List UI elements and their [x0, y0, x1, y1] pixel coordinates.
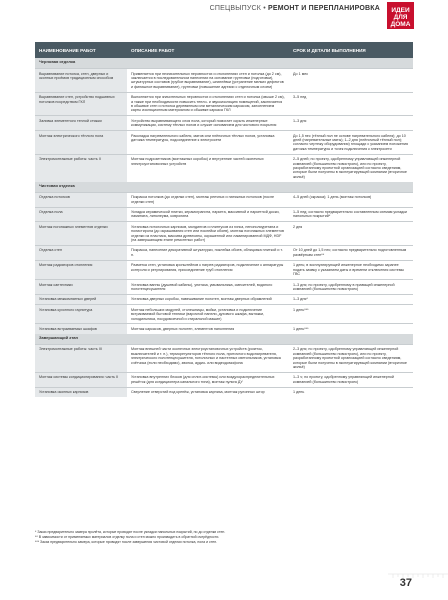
- table-row: [35, 372, 413, 387]
- table-row: [35, 207, 413, 222]
- work-name-cell: Отделка потолков: [35, 192, 127, 207]
- work-description-cell: Монтаж каркасов, дверных полотен, элементов наполнения: [127, 324, 289, 334]
- work-term-cell: 2–5 дней; по проекту, одобренному управляющей инженерной компанией (большинство новостроек), или по проекту, разработанному проектной организацией согласно сведениям, которые были получены в эксплуатирующей компании (вторичное жильё): [289, 154, 413, 182]
- work-description-cell: Устройство выравнивающего слоя пола, который помогает скрыть инженерные коммуникации, систему тёплых полов и служит основанием для чистового покрытия: [127, 116, 289, 131]
- work-description-cell: Установка ванны (душевой кабины), унитаза, умывальника, смесителей, водяного полотенцесушителя: [127, 280, 289, 295]
- logo-line-3: ДОМА: [390, 21, 411, 28]
- work-name-cell: Установка встраиваемых шкафов: [35, 324, 127, 334]
- table-row: [35, 280, 413, 295]
- magazine-logo: [387, 2, 414, 29]
- section-title: Черновая отделка: [35, 58, 413, 69]
- table-section-row: [35, 334, 413, 345]
- footnotes: [35, 530, 405, 545]
- decorative-ruler: [388, 570, 448, 600]
- work-term-cell: 2 дня: [289, 222, 413, 246]
- work-term-cell: 1 день: [289, 387, 413, 397]
- work-description-cell: Монтаж подрозетников (монтажных коробок) и внутренние частей оконечных электроустановочных устройств: [127, 154, 289, 182]
- page-header: [0, 0, 448, 30]
- work-name-cell: Монтаж системы кондиционирования: часть II: [35, 372, 127, 387]
- work-name-cell: Установка кухонного гарнитура: [35, 305, 127, 324]
- work-term-cell: 1–3 дня; по проекту, одобренному в правящей инженерной компанией (большинство новостроек): [289, 280, 413, 295]
- work-name-cell: Электромонтажные работы: часть II: [35, 154, 127, 182]
- column-header-description: ОПИСАНИЕ РАБОТ: [127, 42, 289, 58]
- work-name-cell: Монтаж радиаторов отопления: [35, 260, 127, 279]
- logo-line-1: ИДЕИ: [391, 7, 410, 14]
- work-description-cell: Установка дверных коробок, навешивание полотен, монтаж дверных обрамлений: [127, 294, 289, 304]
- table-body: [35, 58, 413, 397]
- work-name-cell: Отделка пола: [35, 207, 127, 222]
- work-term-cell: 1 день***: [289, 305, 413, 324]
- work-term-cell: 4–5 дней (окраска); 1 день (монтаж потолков): [289, 192, 413, 207]
- work-term-cell: 1–3 ч; по проекту, одобренному управляющей инженерной компанией (большинство новостроек): [289, 372, 413, 387]
- work-term-cell: От 10 дней до 1,5 нес; согласно предварительно подготовленным развёрткам стен**: [289, 245, 413, 260]
- footnote: *** Заказ предварительно замера, которые проводят после завершения чистовой отделки потолка, пола и стен.: [35, 540, 218, 544]
- table-row: [35, 387, 413, 397]
- work-name-cell: Выравнивание потолка, стен, дверных и оконных проёмов традиционным способом: [35, 69, 127, 93]
- table-header-row: [35, 42, 413, 58]
- works-table-container: [35, 42, 408, 397]
- work-description-cell: Сверление отверстий под крепёж, установка карниза, монтаж рулонных штор: [127, 387, 289, 397]
- work-description-cell: Монтаж небольших модулей, столешницы, мойки, установка и подключение встраиваемой бытовой техники (варочной панели, духового шкафа, вытяжки, холодильника, посудомоечной и стиральной машин): [127, 305, 289, 324]
- work-description-cell: Установка внутренних блоков (для сплит-системы) или воздухораспределительных решёток (для кондиционера канального типа), монтаж пульта ДУ: [127, 372, 289, 387]
- work-name-cell: Электромонтажные работы: часть III: [35, 344, 127, 372]
- work-description-cell: Выполняется при значительных неровностях и отклонениях стен и потолка (свыше 2 см), а также при необходимости повысить тепло- и звукоизоляцию помещений, заключается в обшивке стен и потолка деревянным или металлическим каркасом, заполнением карты изоляционным материалом и обшивке каркаса ГКЛ: [127, 92, 289, 116]
- section-title: Чистовая отделка: [35, 182, 413, 193]
- table-row: [35, 245, 413, 260]
- work-description-cell: Установка потолочных карнизов, молдингов и плинтусов из гипса, пенополиуретана и полистирола (до окрашивания стен или поклейки обоев), монтаж погонажных элементов отделки из пластика, массива древесины, окрашенной или ламинированной МДФ, HDF (на завершающем этапе ремонтных работ): [127, 222, 289, 246]
- work-term-cell: 1–3 дня*: [289, 294, 413, 304]
- work-description-cell: Раскладка нагревательного кабеля, матов или плёночных тёплых полов, установка датчика температуры, подсоединение к электросети: [127, 131, 289, 155]
- table-row: [35, 305, 413, 324]
- table-row: [35, 344, 413, 372]
- work-description-cell: Применяется при незначительных неровностях и отклонениях стен и потолка (до 2 см), заключается в последовательном нанесении на основание грунтовки (подготовки), штукатурных составов (грубое выравнивание), шпатлёвки (устранение мелких дефектов и финишное выравнивание), грунтовки (повышение адгезии с отделочным слоем): [127, 69, 289, 93]
- work-description-cell: Монтаж внешней части оконечных электроустановочных устройств (розеток, выключателей и т. п.), терморегуляторов тёплого пола, приточного водонагревателя, электрического полотенцесушителя, потолочных и настенных светильников, установка счётчика (если необходимо), звонка, аудио- или видеодомофона: [127, 344, 289, 372]
- work-name-cell: Установка межкомнатных дверей: [35, 294, 127, 304]
- work-term-cell: 1–3 дня: [289, 116, 413, 131]
- work-name-cell: Заливка элементного теплой стяжки: [35, 116, 127, 131]
- table-section-row: [35, 58, 413, 69]
- table-row: [35, 260, 413, 279]
- work-name-cell: Отделка стен: [35, 245, 127, 260]
- work-description-cell: Разметка стен, установка кронштейнов к нагрев радиаторов, подключение к аппаратуры контроля и регулирования, присоединение труб отопления: [127, 260, 289, 279]
- work-term-cell: До 1 мес: [289, 69, 413, 93]
- work-term-cell: 1 день; в эксплуатирующей инженерное необходимо заранее подать заявку с указанием даты и времени отключения системы ГВС: [289, 260, 413, 279]
- work-term-cell: 1 день***: [289, 324, 413, 334]
- table-row: [35, 324, 413, 334]
- work-description-cell: Покраска потолков (до отделки стен), монтаж реечных и натяжных потолков (после отделки стен): [127, 192, 289, 207]
- work-term-cell: 2–3 дня; по проекту, одобренному управляющей инженерной компанией (большинство новостроек), или по проекту, разработанному проектной организацией согласно сведениям, которые были получены в эксплуатирующей компании (вторичное жильё): [289, 344, 413, 372]
- table-section-row: [35, 182, 413, 193]
- section-title: Завершающий этап: [35, 334, 413, 345]
- work-term-cell: 3–5 нед: [289, 92, 413, 116]
- work-name-cell: Установка оконных карнизов: [35, 387, 127, 397]
- table-row: [35, 92, 413, 116]
- table-row: [35, 131, 413, 155]
- header-section: СПЕЦВЫПУСК: [209, 5, 262, 12]
- work-name-cell: Монтаж электрического тёплого пола: [35, 131, 127, 155]
- page-number: 37: [399, 577, 412, 589]
- work-description-cell: Укладка керамической плитки, керамогранита, паркета, массивной и паркетной доски, ламината, линолеума, ковролина: [127, 207, 289, 222]
- work-term-cell: 1–5 нед; согласно предварительно составленным схемам укладки напольных покрытий*: [289, 207, 413, 222]
- work-name-cell: Монтаж сантехники: [35, 280, 127, 295]
- footnote: ** В зависимости от применяемых материалов отделку пола и стен можно производить в обратной очерёдности.: [35, 535, 220, 539]
- column-header-term: СРОК И ДЕТАЛИ ВЫПОЛНЕНИЯ: [289, 42, 413, 58]
- work-description-cell: Покраска, нанесение декоративной штукатурки, поклейка обоев, облицовка плиткой и т. п.: [127, 245, 289, 260]
- work-term-cell: До 1,5 нес (тёплый пол не основе нагревательного кабеля); до 10 дней (нагревательные маты); 1–2 дня (плёночный тёплый пол); согласно чертежу оборудования) площади с указанием положения датчика температуры и точек подключения к электросети: [289, 131, 413, 155]
- header-separator: •: [263, 5, 268, 12]
- work-name-cell: Монтаж погонажных элементов отделки: [35, 222, 127, 246]
- header-running-title: [210, 5, 380, 12]
- table-row: [35, 116, 413, 131]
- logo-line-2: ДЛЯ: [393, 14, 408, 21]
- work-name-cell: Выравнивание стен, устройство подшивных потолков посредством ГКЛ: [35, 92, 127, 116]
- works-table: [35, 42, 413, 397]
- table-row: [35, 192, 413, 207]
- column-header-name: НАИМЕНОВАНИЕ РАБОТ: [35, 42, 127, 58]
- table-row: [35, 222, 413, 246]
- footnote: * Заказ предварительно замера пролёта, которые проводят после укладки напольных покрытий, но до отделки стен.: [35, 530, 226, 534]
- table-row: [35, 69, 413, 93]
- table-row: [35, 154, 413, 182]
- header-category: РЕМОНТ И ПЕРЕПЛАНИРОВКА: [268, 5, 380, 12]
- table-row: [35, 294, 413, 304]
